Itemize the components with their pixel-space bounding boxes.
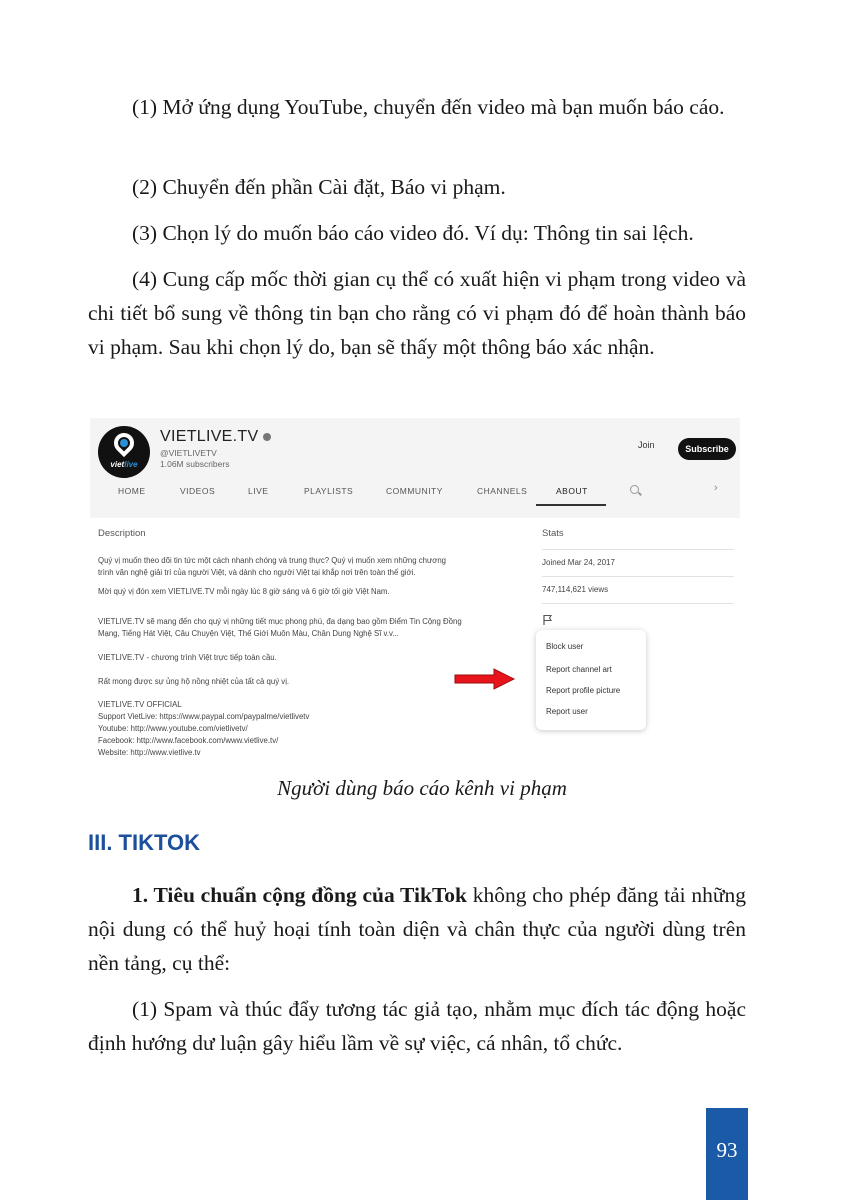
logo-wordmark: vietlive — [110, 460, 138, 469]
report-menu — [536, 630, 646, 730]
tab-home[interactable]: HOME — [118, 486, 146, 496]
stats-divider — [542, 603, 734, 604]
description-line: Facebook: http://www.facebook.com/www.vietlive.tv/ — [98, 736, 279, 745]
menu-item-report-profile-picture[interactable]: Report profile picture — [546, 686, 621, 695]
description-line: trình văn nghệ giải trí của người Việt, và dành cho người Việt tại khắp nơi trên toàn thế giới. — [98, 568, 416, 577]
tab-channels[interactable]: CHANNELS — [477, 486, 528, 496]
description-line: Quý vị muốn theo dõi tin tức một cách nhanh chóng và trung thực? Quý vị muốn xem những chương — [98, 556, 447, 565]
description-line: VIETLIVE.TV OFFICIAL — [98, 700, 182, 709]
stats-title: Stats — [542, 528, 564, 539]
tab-videos[interactable]: VIDEOS — [180, 486, 216, 496]
figure-caption: Người dùng báo cáo kênh vi phạm — [277, 776, 567, 800]
tab-live[interactable]: LIVE — [248, 486, 269, 496]
pin-dot — [120, 439, 128, 447]
description-line: Youtube: http://www.youtube.com/vietlivetv/ — [98, 724, 248, 733]
view-count: 747,114,621 views — [542, 585, 609, 594]
active-tab-indicator — [536, 504, 606, 506]
step-2-paragraph: (2) Chuyển đến phần Cài đặt, Báo vi phạm. — [132, 175, 506, 199]
channel-logo — [98, 426, 150, 478]
description-line: Website: http://www.vietlive.tv — [98, 748, 201, 757]
page-number: 93 — [706, 1108, 748, 1200]
description-line: Mời quý vị đón xem VIETLIVE.TV mỗi ngày lúc 8 giờ sáng và 6 giờ tối giờ Việt Nam. — [98, 587, 390, 596]
menu-item-block-user[interactable]: Block user — [546, 642, 584, 651]
description-line: VIETLIVE.TV - chương trình Việt trực tiếp toàn cầu. — [98, 653, 277, 662]
flag-icon[interactable] — [542, 614, 554, 626]
description-line: Rất mong được sự ủng hộ nồng nhiệt của tất cả quý vị. — [98, 677, 290, 686]
join-button[interactable]: Join — [638, 440, 655, 450]
tiktok-standards-paragraph: 1. Tiêu chuẩn cộng đồng của TikTok không cho phép đăng tải những nội dung có thể huỷ hoại tính toàn diện và chân thực của người dùng trên nền tảng, cụ thể: — [88, 883, 746, 975]
stats-divider — [542, 549, 734, 550]
step-1-paragraph: (1) Mở ứng dụng YouTube, chuyển đến video mà bạn muốn báo cáo. — [132, 95, 725, 119]
stats-divider — [542, 576, 734, 577]
tab-community[interactable]: COMMUNITY — [386, 486, 443, 496]
red-arrow-icon — [454, 668, 516, 690]
youtube-channel-screenshot — [90, 418, 740, 763]
menu-item-report-user[interactable]: Report user — [546, 707, 588, 716]
description-title: Description — [98, 528, 146, 539]
tiktok-item-1-paragraph: (1) Spam và thúc đẩy tương tác giả tạo, nhằm mục đích tác động hoặc định hướng dư luận gây hiểu lầm về sự việc, cá nhân, tổ chức. — [88, 997, 746, 1055]
search-icon[interactable] — [630, 485, 639, 494]
section-heading: III. TIKTOK — [88, 830, 201, 855]
description-line: Support VietLive: https://www.paypal.com/paypalme/vietlivetv — [98, 712, 310, 721]
description-line: VIETLIVE.TV sẽ mang đến cho quý vị những tiết mục phong phú, đa dạng bao gồm Điểm Tin Cộng Đồng — [98, 617, 462, 626]
description-line: Mạng, Tiếng Hát Việt, Câu Chuyện Việt, Thế Giới Muôn Màu, Chân Dung Nghệ Sĩ v.v... — [98, 629, 399, 638]
joined-date: Joined Mar 24, 2017 — [542, 558, 615, 567]
channel-name: VIETLIVE.TV — [160, 428, 271, 446]
menu-item-report-channel-art[interactable]: Report channel art — [546, 665, 612, 674]
verified-icon — [263, 433, 271, 441]
step-4-paragraph: (4) Cung cấp mốc thời gian cụ thể có xuất hiện vi phạm trong video và chi tiết bổ sung về thông tin bạn cho rằng có vi phạm đó để hoàn thành báo vi phạm. Sau khi chọn lý do, bạn sẽ thấy một thông báo xác nhận. — [88, 267, 746, 359]
subscribe-button[interactable]: Subscribe — [678, 438, 736, 460]
tab-playlists[interactable]: PLAYLISTS — [304, 486, 354, 496]
channel-handle: @VIETLIVETV — [160, 448, 217, 458]
tab-about[interactable]: ABOUT — [556, 486, 588, 496]
chevron-right-icon[interactable]: › — [714, 482, 718, 494]
channel-tabs — [90, 484, 740, 506]
subscriber-count: 1.06M subscribers — [160, 459, 230, 469]
step-3-paragraph: (3) Chọn lý do muốn báo cáo video đó. Ví dụ: Thông tin sai lệch. — [132, 221, 694, 245]
